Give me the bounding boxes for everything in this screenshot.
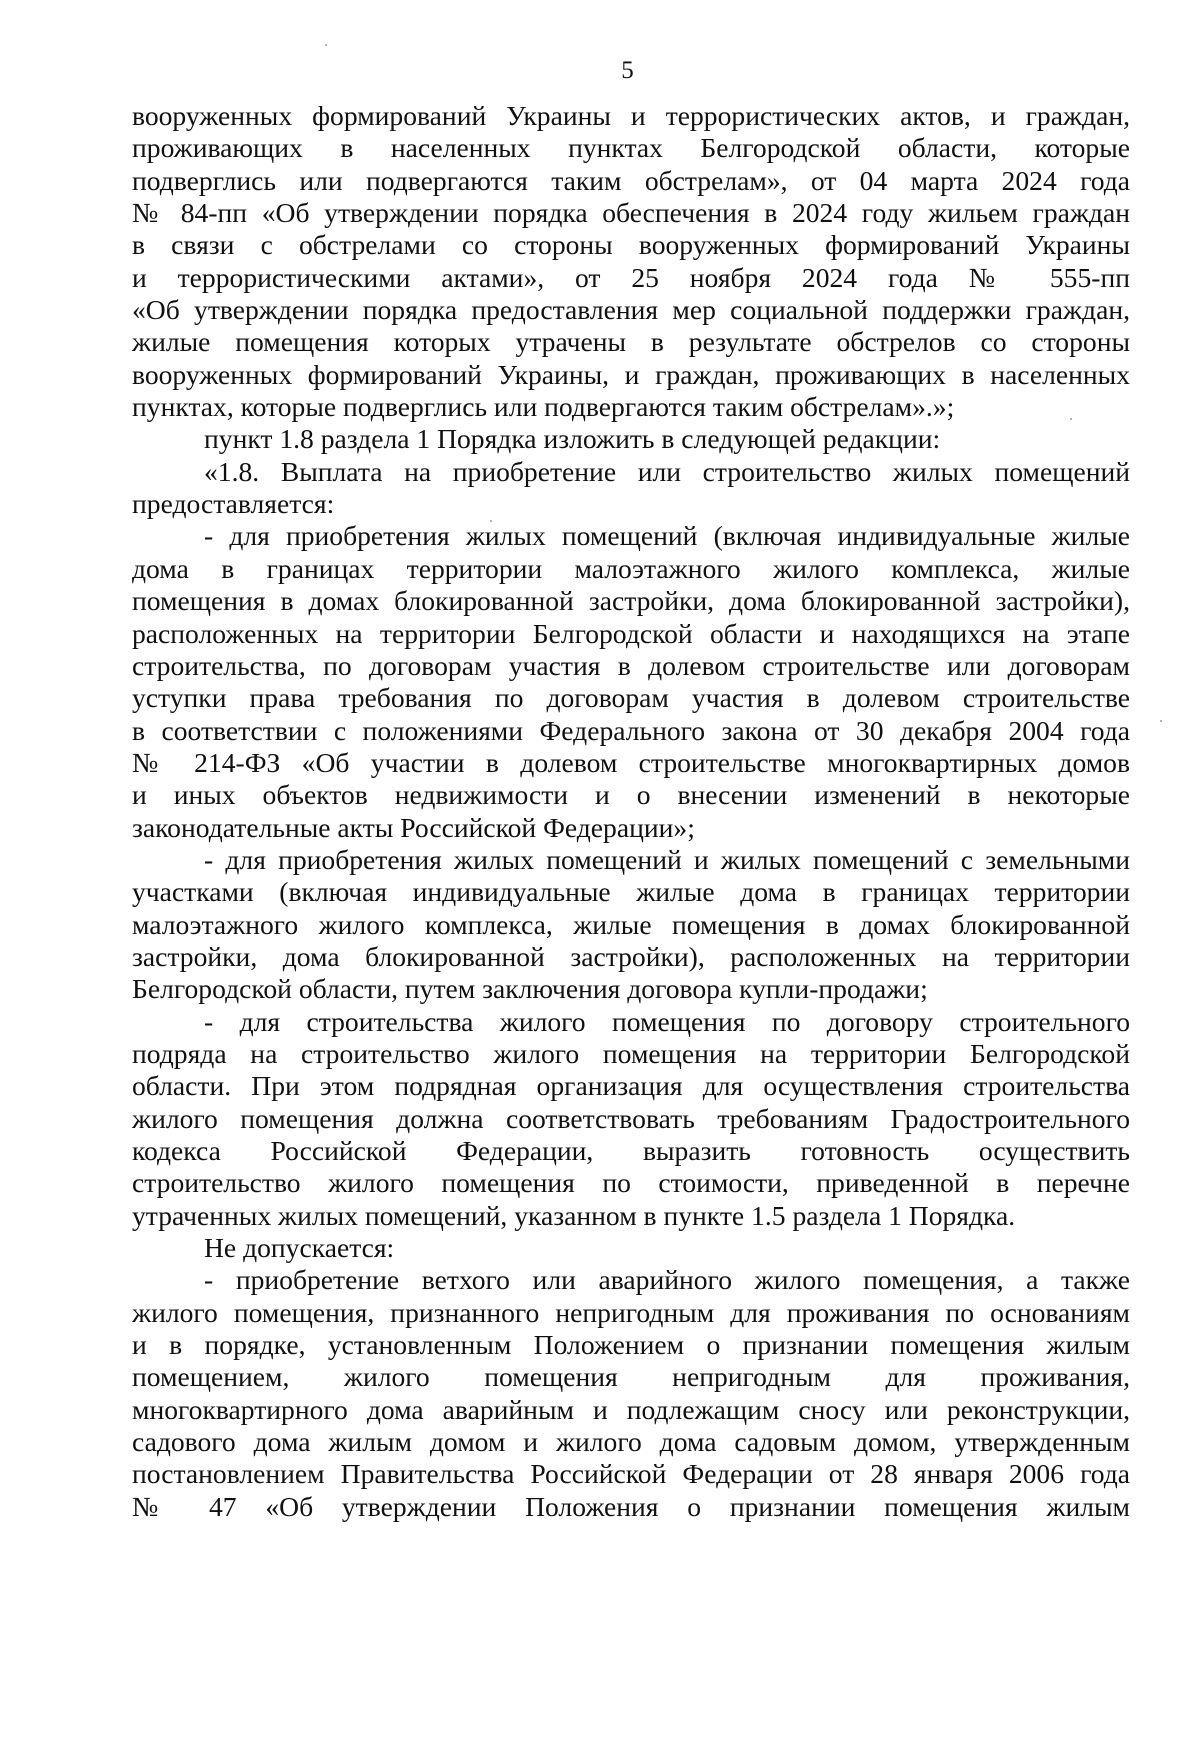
text-line: садового дома жилым домом и жилого дома садовым домом, утвержденным xyxy=(132,1426,1130,1458)
page-number: 5 xyxy=(621,57,634,84)
text-line: «Об утверждении порядка предоставления мер социальной поддержки граждан, xyxy=(132,294,1130,326)
scan-speck xyxy=(325,44,327,46)
text-line: - для строительства жилого помещения по договору строительного xyxy=(204,1005,1130,1037)
text-line: малоэтажного жилого комплекса, жилые помещения в домах блокированной xyxy=(132,908,1130,940)
text-line: подряда на строительство жилого помещения на территории Белгородской xyxy=(132,1037,1130,1069)
text-line: жилого помещения должна соответствовать требованиям Градостроительного xyxy=(132,1102,1130,1134)
text-line: помещения в домах блокированной застройки, дома блокированной застройки), xyxy=(132,585,1130,617)
text-line: многоквартирного дома аварийным и подлежащим сносу или реконструкции, xyxy=(132,1393,1130,1425)
text-line: № 214-ФЗ «Об участии в долевом строительстве многоквартирных домов xyxy=(132,746,1130,778)
text-line: вооруженных формирований Украины и террористических актов, и граждан, xyxy=(132,100,1130,131)
text-line: подверглись или подвергаются таким обстрелам», от 04 марта 2024 года xyxy=(132,164,1130,196)
text-line: № 47 «Об утверждении Положения о признании помещения жилым xyxy=(132,1490,1130,1522)
text-line: в соответствии с положениями Федерального закона от 30 декабря 2004 года xyxy=(132,714,1130,746)
text-line: пункт 1.8 раздела 1 Порядка изложить в следующей редакции: xyxy=(204,423,941,455)
text-line: и иных объектов недвижимости и о внесении изменений в некоторые xyxy=(132,779,1130,811)
text-line: «1.8. Выплата на приобретение или строительство жилых помещений xyxy=(204,455,1130,487)
text-line: дома в границах территории малоэтажного жилого комплекса, жилые xyxy=(132,552,1130,584)
text-line: расположенных на территории Белгородской области и находящихся на этапе xyxy=(132,617,1130,649)
text-line: уступки права требования по договорам участия в долевом строительстве xyxy=(132,682,1130,714)
text-line: жилого помещения, признанного непригодным для проживания по основаниям xyxy=(132,1296,1130,1328)
text-line: строительства, по договорам участия в долевом строительстве или договорам xyxy=(132,649,1130,681)
text-line: вооруженных формирований Украины, и граждан, проживающих в населенных xyxy=(132,358,1130,390)
text-line: - для приобретения жилых помещений (включая индивидуальные жилые xyxy=(204,520,1130,552)
text-line: предоставляется: xyxy=(132,488,335,520)
text-line: Не допускается: xyxy=(204,1232,395,1264)
text-line: области. При этом подрядная организация для осуществления строительства xyxy=(132,1070,1130,1102)
document-body xyxy=(132,100,1130,1523)
text-line: - приобретение ветхого или аварийного жилого помещения, а также xyxy=(204,1264,1130,1296)
text-line: Белгородской области, путем заключения договора купли-продажи; xyxy=(132,973,928,1005)
scan-speck xyxy=(1160,720,1162,722)
text-line: помещением, жилого помещения непригодным для проживания, xyxy=(132,1361,1130,1393)
text-line: пунктах, которые подверглись или подвергаются таким обстрелам».»; xyxy=(132,391,955,423)
text-line: и в порядке, установленным Положением о признании помещения жилым xyxy=(132,1329,1130,1361)
text-line: кодекса Российской Федерации, выразить готовность осуществить xyxy=(132,1135,1130,1166)
text-line: - для приобретения жилых помещений и жилых помещений с земельными xyxy=(204,843,1130,875)
text-line: застройки, дома блокированной застройки), расположенных на территории xyxy=(132,940,1130,972)
text-line: участками (включая индивидуальные жилые дома в границах территории xyxy=(132,876,1130,908)
text-line: проживающих в населенных пунктах Белгородской области, которые xyxy=(132,132,1130,164)
text-line: № 84-пп «Об утверждении порядка обеспечения в 2024 году жильем граждан xyxy=(132,197,1130,229)
text-line: в связи с обстрелами со стороны вооруженных формирований Украины xyxy=(132,229,1130,261)
text-line: законодательные акты Российской Федерации»; xyxy=(132,811,695,843)
text-line: строительство жилого помещения по стоимости, приведенной в перечне xyxy=(132,1167,1130,1199)
text-line: и террористическими актами», от 25 ноября 2024 года № 555-пп xyxy=(132,261,1130,293)
text-line: постановлением Правительства Российской Федерации от 28 января 2006 года xyxy=(132,1458,1130,1490)
text-line: жилые помещения которых утрачены в результате обстрелов со стороны xyxy=(132,326,1130,358)
text-line: утраченных жилых помещений, указанном в пункте 1.5 раздела 1 Порядка. xyxy=(132,1199,1016,1231)
